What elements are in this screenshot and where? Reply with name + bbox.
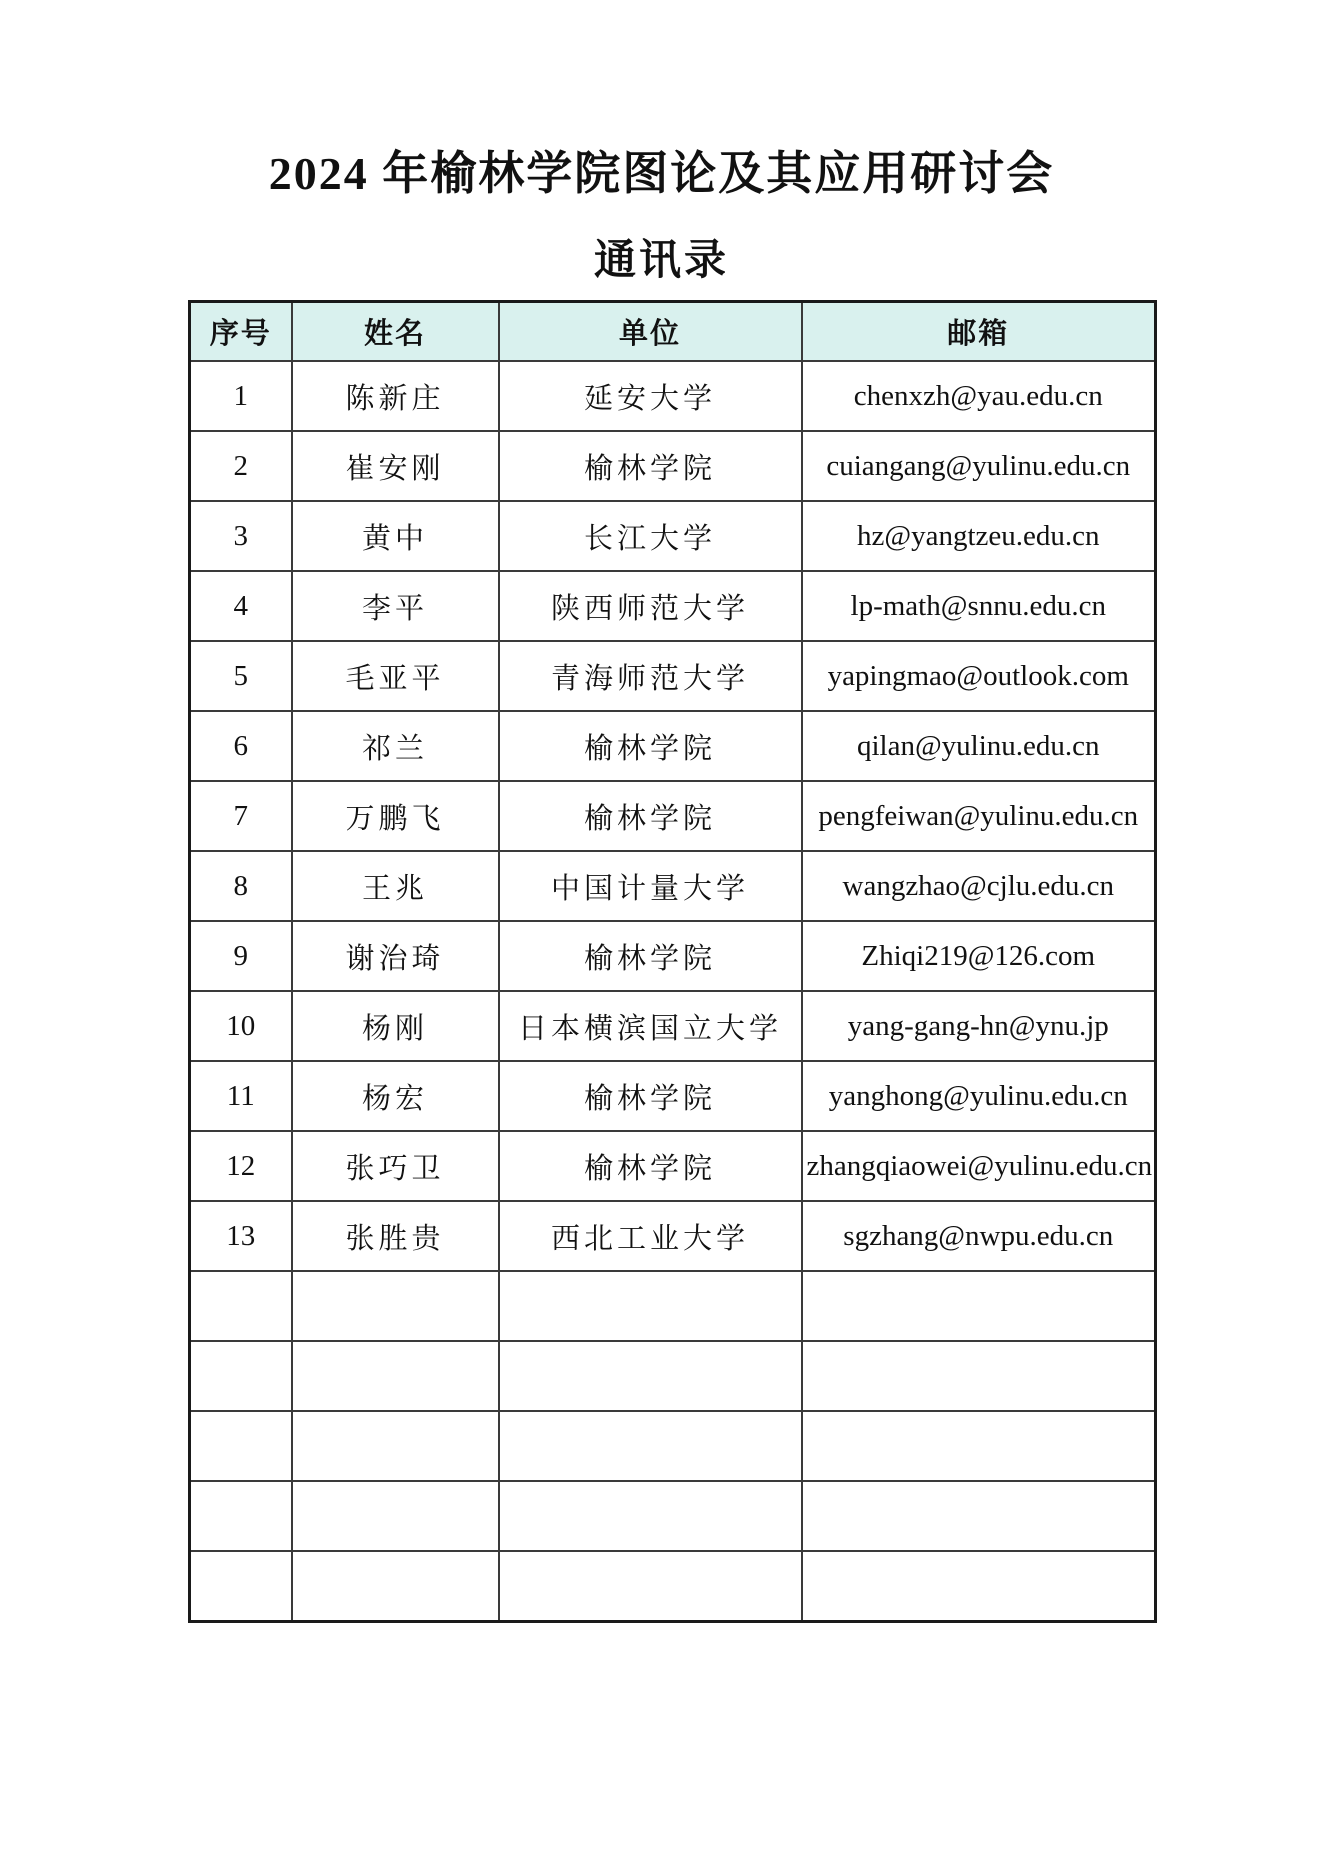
cell-no: 2 — [190, 431, 292, 501]
cell-email: qilan@yulinu.edu.cn — [802, 711, 1156, 781]
cell-name: 张胜贵 — [292, 1201, 499, 1271]
cell-no: 9 — [190, 921, 292, 991]
cell-org: 榆林学院 — [499, 431, 802, 501]
empty-cell-email — [802, 1271, 1156, 1341]
cell-no: 6 — [190, 711, 292, 781]
table-row — [190, 1201, 1156, 1271]
cell-org: 长江大学 — [499, 501, 802, 571]
empty-cell-org — [499, 1481, 802, 1551]
empty-cell-email — [802, 1341, 1156, 1411]
empty-row — [190, 1551, 1156, 1622]
table-header-row — [190, 302, 1156, 362]
cell-org: 西北工业大学 — [499, 1201, 802, 1271]
cell-email: yapingmao@outlook.com — [802, 641, 1156, 711]
empty-row — [190, 1341, 1156, 1411]
empty-cell-no — [190, 1411, 292, 1481]
cell-no: 10 — [190, 991, 292, 1061]
cell-no: 5 — [190, 641, 292, 711]
table-row — [190, 361, 1156, 431]
header-cell-org: 单位 — [499, 302, 802, 362]
cell-org: 榆林学院 — [499, 711, 802, 781]
cell-email: pengfeiwan@yulinu.edu.cn — [802, 781, 1156, 851]
table-row — [190, 851, 1156, 921]
empty-cell-email — [802, 1551, 1156, 1622]
cell-no: 1 — [190, 361, 292, 431]
cell-org: 榆林学院 — [499, 1061, 802, 1131]
empty-cell-name — [292, 1271, 499, 1341]
cell-email: chenxzh@yau.edu.cn — [802, 361, 1156, 431]
header-cell-email: 邮箱 — [802, 302, 1156, 362]
cell-org: 陕西师范大学 — [499, 571, 802, 641]
empty-cell-no — [190, 1271, 292, 1341]
cell-no: 7 — [190, 781, 292, 851]
table-row — [190, 501, 1156, 571]
table-row — [190, 991, 1156, 1061]
empty-cell-org — [499, 1411, 802, 1481]
header-cell-name: 姓名 — [292, 302, 499, 362]
cell-org: 榆林学院 — [499, 921, 802, 991]
cell-org: 榆林学院 — [499, 781, 802, 851]
cell-no: 3 — [190, 501, 292, 571]
table-row — [190, 431, 1156, 501]
table-row — [190, 1061, 1156, 1131]
cell-org: 中国计量大学 — [499, 851, 802, 921]
cell-name: 陈新庄 — [292, 361, 499, 431]
page-title: 2024 年榆林学院图论及其应用研讨会 — [268, 148, 1055, 199]
cell-name: 万鹏飞 — [292, 781, 499, 851]
cell-no: 11 — [190, 1061, 292, 1131]
cell-no: 4 — [190, 571, 292, 641]
cell-email: zhangqiaowei@yulinu.edu.cn — [802, 1131, 1156, 1201]
cell-email: wangzhao@cjlu.edu.cn — [802, 851, 1156, 921]
empty-cell-org — [499, 1341, 802, 1411]
table-row — [190, 641, 1156, 711]
empty-cell-org — [499, 1271, 802, 1341]
cell-name: 李平 — [292, 571, 499, 641]
cell-org: 日本横滨国立大学 — [499, 991, 802, 1061]
cell-email: cuiangang@yulinu.edu.cn — [802, 431, 1156, 501]
cell-no: 8 — [190, 851, 292, 921]
cell-name: 张巧卫 — [292, 1131, 499, 1201]
empty-cell-no — [190, 1481, 292, 1551]
empty-cell-no — [190, 1551, 292, 1622]
empty-cell-name — [292, 1341, 499, 1411]
empty-cell-org — [499, 1551, 802, 1622]
cell-email: lp-math@snnu.edu.cn — [802, 571, 1156, 641]
empty-cell-name — [292, 1551, 499, 1622]
cell-org: 榆林学院 — [499, 1131, 802, 1201]
empty-cell-email — [802, 1481, 1156, 1551]
empty-cell-name — [292, 1481, 499, 1551]
empty-row — [190, 1481, 1156, 1551]
cell-no: 12 — [190, 1131, 292, 1201]
cell-email: hz@yangtzeu.edu.cn — [802, 501, 1156, 571]
table-row — [190, 1131, 1156, 1201]
cell-no: 13 — [190, 1201, 292, 1271]
cell-email: Zhiqi219@126.com — [802, 921, 1156, 991]
empty-row — [190, 1411, 1156, 1481]
table-row — [190, 711, 1156, 781]
cell-org: 延安大学 — [499, 361, 802, 431]
cell-name: 崔安刚 — [292, 431, 499, 501]
table-row — [190, 921, 1156, 991]
page-subtitle: 通讯录 — [593, 237, 729, 284]
empty-cell-name — [292, 1411, 499, 1481]
cell-name: 祁兰 — [292, 711, 499, 781]
header-cell-no: 序号 — [190, 302, 292, 362]
table-row — [190, 571, 1156, 641]
contacts-table — [188, 300, 1157, 1623]
cell-email: yang-gang-hn@ynu.jp — [802, 991, 1156, 1061]
cell-name: 黄中 — [292, 501, 499, 571]
empty-cell-email — [802, 1411, 1156, 1481]
table-row — [190, 781, 1156, 851]
cell-name: 杨刚 — [292, 991, 499, 1061]
cell-org: 青海师范大学 — [499, 641, 802, 711]
cell-email: sgzhang@nwpu.edu.cn — [802, 1201, 1156, 1271]
cell-email: yanghong@yulinu.edu.cn — [802, 1061, 1156, 1131]
cell-name: 谢治琦 — [292, 921, 499, 991]
cell-name: 王兆 — [292, 851, 499, 921]
empty-row — [190, 1271, 1156, 1341]
empty-cell-no — [190, 1341, 292, 1411]
cell-name: 杨宏 — [292, 1061, 499, 1131]
cell-name: 毛亚平 — [292, 641, 499, 711]
